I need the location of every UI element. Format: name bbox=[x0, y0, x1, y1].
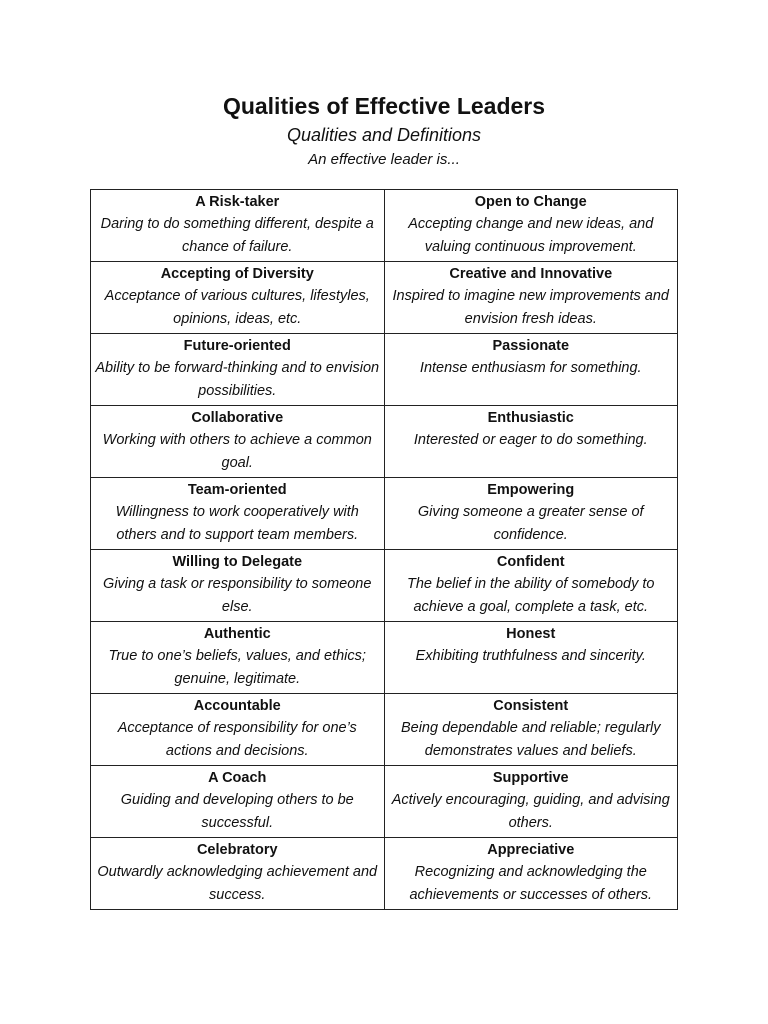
quality-term: Collaborative bbox=[191, 410, 284, 426]
qualities-table bbox=[90, 189, 678, 910]
quality-definition: Daring to do something different, despite a chance of failure. bbox=[100, 216, 374, 255]
quality-cell bbox=[91, 190, 385, 262]
quality-cell bbox=[91, 838, 385, 910]
page-title: Qualities of Effective Leaders bbox=[222, 93, 546, 119]
quality-term: Future-oriented bbox=[183, 338, 291, 354]
table-row bbox=[91, 406, 678, 478]
quality-term: Authentic bbox=[203, 626, 271, 642]
table-row bbox=[91, 262, 678, 334]
quality-definition: Intense enthusiasm for something. bbox=[419, 360, 642, 376]
page-subtitle: Qualities and Definitions bbox=[286, 125, 482, 145]
quality-definition: Giving a task or responsibility to someone else. bbox=[103, 576, 372, 615]
table-row bbox=[91, 550, 678, 622]
quality-term: Creative and Innovative bbox=[449, 266, 613, 282]
quality-definition: Interested or eager to do something. bbox=[413, 432, 648, 448]
quality-cell bbox=[384, 406, 678, 478]
quality-term: A Coach bbox=[208, 770, 267, 786]
quality-definition: Actively encouraging, guiding, and advising others. bbox=[391, 792, 670, 831]
quality-term: Open to Change bbox=[474, 194, 587, 210]
quality-cell bbox=[384, 334, 678, 406]
quality-term: Accepting of Diversity bbox=[160, 266, 314, 282]
quality-cell bbox=[384, 838, 678, 910]
quality-cell bbox=[384, 478, 678, 550]
quality-cell bbox=[91, 694, 385, 766]
quality-cell bbox=[384, 622, 678, 694]
quality-cell bbox=[91, 622, 385, 694]
quality-term: Supportive bbox=[492, 770, 569, 786]
quality-definition: Working with others to achieve a common goal. bbox=[102, 432, 372, 471]
quality-definition: Inspired to imagine new improvements and envision fresh ideas. bbox=[392, 288, 669, 327]
quality-cell bbox=[91, 550, 385, 622]
quality-definition: Accepting change and new ideas, and valuing continuous improvement. bbox=[408, 216, 654, 255]
quality-definition: The belief in the ability of somebody to achieve a goal, complete a task, etc. bbox=[407, 576, 655, 615]
quality-definition: Giving someone a greater sense of confidence. bbox=[417, 504, 644, 543]
quality-cell bbox=[384, 694, 678, 766]
quality-definition: Acceptance of various cultures, lifestyles, opinions, ideas, etc. bbox=[104, 288, 370, 327]
quality-definition: Exhibiting truthfulness and sincerity. bbox=[415, 648, 646, 664]
quality-cell bbox=[384, 262, 678, 334]
quality-definition: Willingness to work cooperatively with others and to support team members. bbox=[115, 504, 359, 543]
quality-definition: Being dependable and reliable; regularly demonstrates values and beliefs. bbox=[400, 720, 661, 759]
table-row bbox=[91, 766, 678, 838]
table-row bbox=[91, 694, 678, 766]
quality-cell bbox=[91, 478, 385, 550]
quality-term: A Risk-taker bbox=[195, 194, 280, 210]
quality-definition: True to one’s beliefs, values, and ethics; genuine, legitimate. bbox=[108, 648, 366, 687]
quality-definition: Outwardly acknowledging achievement and success. bbox=[97, 864, 378, 903]
quality-cell bbox=[91, 334, 385, 406]
quality-term: Passionate bbox=[492, 338, 570, 354]
quality-term: Enthusiastic bbox=[487, 410, 574, 426]
table-row bbox=[91, 190, 678, 262]
quality-cell bbox=[91, 406, 385, 478]
quality-definition: Recognizing and acknowledging the achievements or successes of others. bbox=[409, 864, 653, 903]
quality-term: Team-oriented bbox=[187, 482, 287, 498]
quality-cell bbox=[91, 766, 385, 838]
quality-cell bbox=[91, 262, 385, 334]
quality-cell bbox=[384, 190, 678, 262]
quality-definition: Acceptance of responsibility for one’s actions and decisions. bbox=[117, 720, 357, 759]
quality-term: Honest bbox=[506, 626, 556, 642]
quality-cell bbox=[384, 550, 678, 622]
table-row bbox=[91, 334, 678, 406]
quality-term: Empowering bbox=[487, 482, 575, 498]
quality-cell bbox=[384, 766, 678, 838]
quality-term: Celebratory bbox=[196, 842, 278, 858]
quality-definition: Ability to be forward-thinking and to envision possibilities. bbox=[95, 360, 380, 399]
qualities-table-body bbox=[91, 190, 678, 910]
quality-term: Confident bbox=[496, 554, 565, 570]
table-row bbox=[91, 478, 678, 550]
intro-text: An effective leader is... bbox=[308, 151, 460, 168]
quality-term: Consistent bbox=[493, 698, 569, 714]
quality-term: Accountable bbox=[193, 698, 281, 714]
table-row bbox=[91, 622, 678, 694]
quality-term: Appreciative bbox=[487, 842, 575, 858]
quality-term: Willing to Delegate bbox=[172, 554, 303, 570]
quality-definition: Guiding and developing others to be successful. bbox=[120, 792, 354, 831]
table-row bbox=[91, 838, 678, 910]
